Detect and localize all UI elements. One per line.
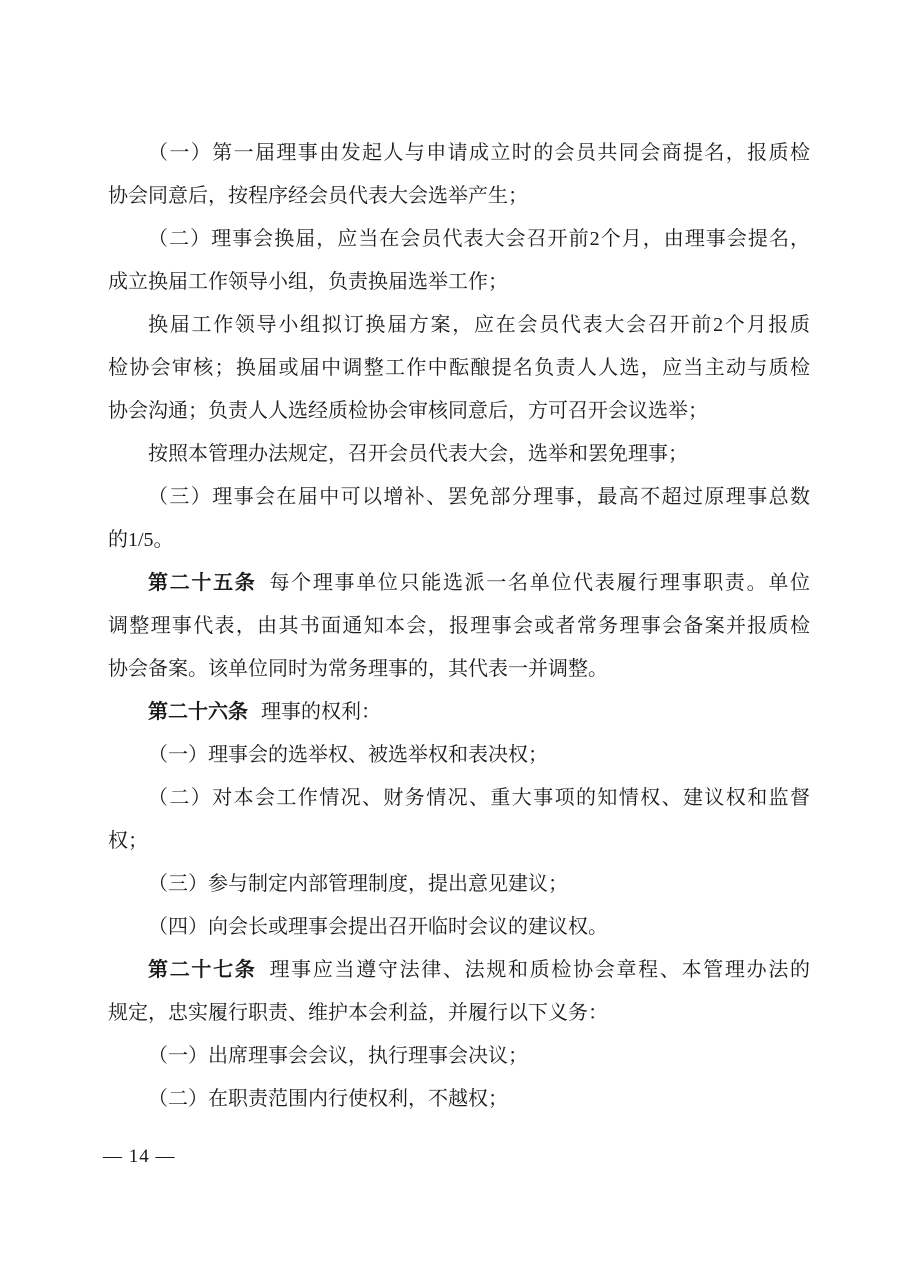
- body-line: [108, 777, 810, 820]
- page-footer: [103, 1143, 176, 1171]
- line-text: 理事的权利：: [261, 701, 381, 723]
- line-text: 规定，忠实履行职责、维护本会利益，并履行以下义务：: [108, 1002, 608, 1024]
- line-text: （二）理事会换届，应当在会员代表大会召开前2个月，由理事会提名，: [148, 228, 810, 250]
- body-line: [108, 132, 810, 175]
- body-line: [108, 476, 810, 519]
- line-text: 理事应当遵守法律、法规和质检协会章程、本管理办法的: [269, 959, 810, 981]
- page-number: — 14 —: [103, 1146, 176, 1167]
- line-text: （二）对本会工作情况、财务情况、重大事项的知情权、建议权和监督: [148, 787, 810, 809]
- body-line: [108, 218, 810, 261]
- line-text: （二）在职责范围内行使权利，不越权；: [148, 1088, 508, 1110]
- body-line: [108, 863, 810, 906]
- line-text: （三）理事会在届中可以增补、罢免部分理事，最高不超过原理事总数: [148, 486, 810, 508]
- line-text: 换届工作领导小组拟订换届方案，应在会员代表大会召开前2个月报质: [148, 314, 810, 336]
- line-text: 协会同意后，按程序经会员代表大会选举产生；: [108, 185, 528, 207]
- article-number: 第二十六条: [148, 701, 248, 723]
- article-line: [108, 949, 810, 992]
- article-number: 第二十七条: [148, 959, 257, 981]
- page-content: [108, 132, 810, 1121]
- body-line: [108, 648, 810, 691]
- line-text: 检协会审核；换届或届中调整工作中酝酿提名负责人人选，应当主动与质检: [108, 357, 810, 379]
- line-text: （一）出席理事会会议，执行理事会决议；: [148, 1045, 528, 1067]
- body-line: [108, 906, 810, 949]
- article-line: [108, 691, 810, 734]
- body-line: [108, 605, 810, 648]
- body-line: [108, 734, 810, 777]
- line-text: 协会沟通；负责人人选经质检协会审核同意后，方可召开会议选举；: [108, 400, 708, 422]
- line-text: 调整理事代表，由其书面通知本会，报理事会或者常务理事会备案并报质检: [108, 615, 810, 637]
- body-line: [108, 1078, 810, 1121]
- body-line: [108, 992, 810, 1035]
- article-line: [108, 562, 810, 605]
- body-line: [108, 820, 810, 863]
- body-line: [108, 304, 810, 347]
- body-line: [108, 347, 810, 390]
- body-line: [108, 433, 810, 476]
- line-text: 的1/5。: [108, 529, 174, 551]
- line-text: （三）参与制定内部管理制度，提出意见建议；: [148, 873, 568, 895]
- line-text: （一）第一届理事由发起人与申请成立时的会员共同会商提名，报质检: [148, 142, 810, 164]
- line-text: （一）理事会的选举权、被选举权和表决权；: [148, 744, 548, 766]
- line-text: （四）向会长或理事会提出召开临时会议的建议权。: [148, 916, 608, 938]
- body-line: [108, 175, 810, 218]
- line-text: 协会备案。该单位同时为常务理事的，其代表一并调整。: [108, 658, 608, 680]
- line-text: 权；: [108, 830, 148, 852]
- article-number: 第二十五条: [148, 572, 257, 594]
- body-line: [108, 261, 810, 304]
- line-text: 每个理事单位只能选派一名单位代表履行理事职责。单位: [269, 572, 810, 594]
- line-text: 按照本管理办法规定，召开会员代表大会，选举和罢免理事；: [148, 443, 688, 465]
- line-text: 成立换届工作领导小组，负责换届选举工作；: [108, 271, 508, 293]
- body-line: [108, 390, 810, 433]
- body-line: [108, 519, 810, 562]
- body-line: [108, 1035, 810, 1078]
